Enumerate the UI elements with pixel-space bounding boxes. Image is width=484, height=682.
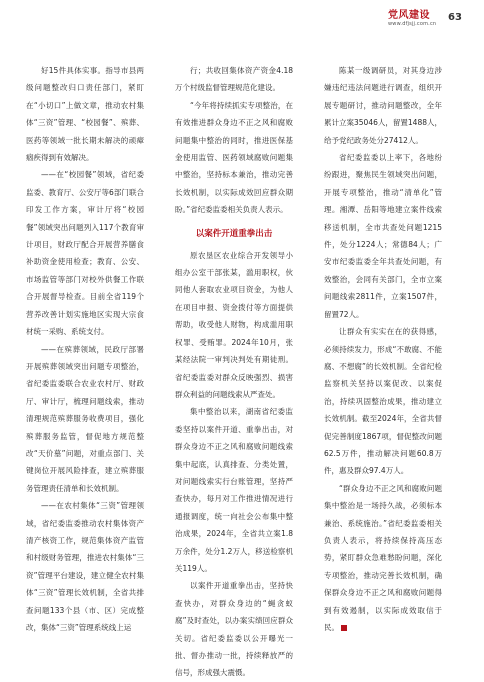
- logo-text: 党风建设: [388, 10, 430, 21]
- paragraph: ——在农村集体“三资”管理领域，省纪委监委推动农村集体资产清产核资工作，规范集体资产监管和村级财务管理，推进农村集体“三资”管理平台建设，建立健全农村集体“三资”管理长效机制，全省共排查问题133个县（市、区）完成整改，集体“三资”管理系统线上运: [26, 501, 144, 632]
- paragraph: 集中整治以来，湖南省纪委监委坚持以案件开道、重拳出击，对群众身边不正之风和腐败问题线索集中起底，认真排查、分类处置，对问题线索实行台账管理，坚持严查快办，每月对工作推进情况进行通报调度，统一向社会公布集中整治成果，2024年，全省共立案1.8万余件，处分1.2万人，移送检察机关119人。: [175, 407, 293, 573]
- paragraph: 原农垦区农业综合开发领导小组办公室干部张某，滥用职权，伙同他人套取农业项目资金，为他人在项目申报、资金拨付等方面提供帮助，收受他人财物，构成滥用职权罪、受贿罪。2024年10月，张某经法院一审判决判处有期徒刑。省纪委监委对群众反映强烈、损害群众利益的问题线索从严查处。: [175, 250, 293, 399]
- page-header: [0, 0, 484, 38]
- page-number: 63: [448, 12, 462, 23]
- paragraph: [324, 480, 442, 637]
- logo-url: www.dfjsjj.com.cn: [388, 21, 437, 27]
- text-column-3: [324, 62, 442, 636]
- paragraph: 省纪委监委以上率下，各地纷纷跟进，聚焦民生领域突出问题，开展专项整治，推动“清单化”管理。湘潭、岳阳等地建立案件线索移送机制，全市共查处问题1215件，处分1224人；常德84人；广安市纪委监委全年共查处问题，有效整治，会同有关部门，全市立案问题线索2811件，立案1507件，留置72人。: [324, 153, 442, 319]
- text-column-1: [26, 62, 144, 636]
- paragraph: “今年将持续抓实专项整治，在有效推进群众身边不正之风和腐败问题集中整治的同时，推进医保基金使用监管、医药领域腐败问题集中整治，坚持标本兼治，推动完善长效机制，以实际成效回应群众期盼。”省纪委监委相关负责人表示。: [175, 100, 293, 215]
- paragraph: 以案件开道重拳出击，坚持快查快办，对群众身边的“蝇贪蚁腐”及时查处，以办案实绩回应群众关切。省纪委监委以公开曝光一批、督办推动一批，持续释放严的信号，形成强大震慑。: [175, 581, 293, 678]
- paragraph: 行；共收回集体资产资金4.18万个村级监督管理规范化建设。: [175, 66, 293, 93]
- paragraph: 好15件具体实事。指导市县两级问题整改归口责任部门，紧盯在“小切口”上做文章，推动农村集体“三资”管理、“校园餐”、殡葬、医药等领域一批长期未解决的顽瘴痼疾得到有效解决。: [26, 66, 144, 163]
- magazine-logo: [388, 6, 444, 32]
- paragraph: 让群众有实实在在的获得感，必须持续发力，形成“不敢腐、不能腐、不想腐”的长效机制。全省纪检监察机关坚持以案促改、以案促治，持续巩固整治成果，推动建立长效机制。截至2024年，全省共督促完善制度1867项，督促整改问题62.5万件，推动解决问题60.8万件，惠及群众97.4万人。: [324, 327, 442, 476]
- paragraph-text: “群众身边不正之风和腐败问题集中整治是一场持久战，必须标本兼治、系统施治。”省纪委监委相关负责人表示，将持续保持高压态势，紧盯群众急难愁盼问题，深化专项整治，推动完善长效机制，确保群众身边不正之风和腐败问题得到有效遏制，以实际成效取信于民。: [324, 483, 442, 632]
- article-end-mark: [341, 625, 347, 631]
- text-column-2: [175, 62, 293, 682]
- paragraph: ——在殡葬领域，民政厅部署开展殡葬领域突出问题专项整治，省纪委监委联合农业农村厅、财政厅、审计厅，梳理问题线索，推动清理规范殡葬服务收费项目，强化殡葬服务监管，督促地方规范整改“天价墓”问题，对重点部门、关键岗位开展风险排查，建立殡葬服务管理责任清单和长效机制。: [26, 344, 144, 493]
- paragraph: ——在“校园餐”领域，省纪委监委、教育厅、公安厅等6部门联合印发工作方案，审计厅将“校园餐”领域突出问题列入117个教育审计项目，财政厅配合开展营养膳食补助资金使用检查；教育、公安、市场监管等部门对校外供餐工作联合开展督导检查。目前全省119个营养改善计划实施地区实现大宗食材统一采购、系统支付。: [26, 170, 144, 337]
- paragraph: 陈某一级调研员，对其身边涉嫌违纪违法问题进行调查，组织开展专题研讨，推动问题整改，全年累计立案35046人，留置1488人，给予党纪政务处分27412人。: [324, 66, 442, 145]
- section-heading: 以案件开道重拳出击: [195, 228, 273, 239]
